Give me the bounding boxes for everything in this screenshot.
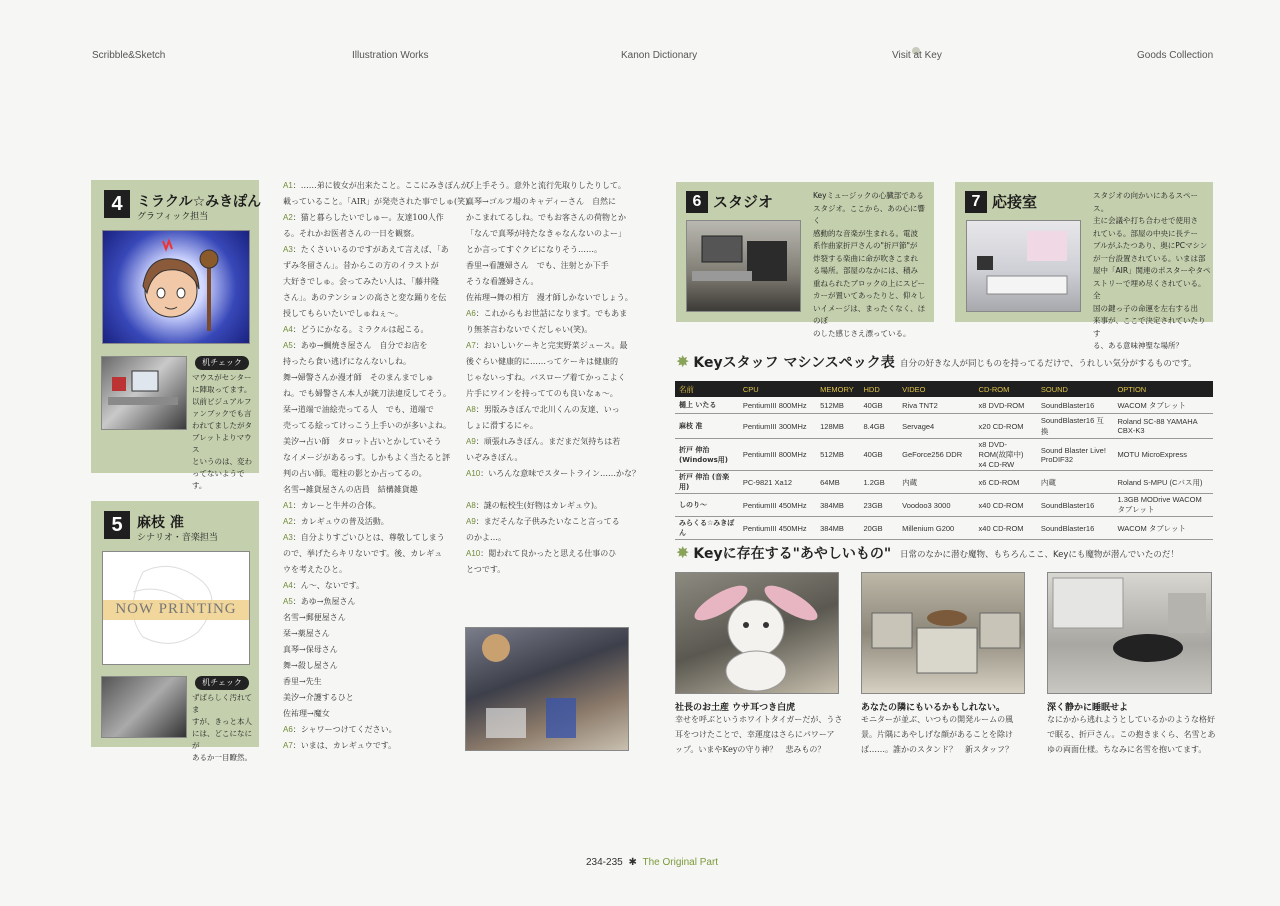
qa-line [466, 242, 640, 258]
qa-answer-text: ：カレーと牛丼の合体。 [292, 501, 381, 510]
qa-line [283, 514, 445, 530]
qa-answer-text: 佐祐理→舞の相方 漫才師しかないでしょう。 [466, 293, 633, 302]
spec-cell: 1.3GB MODrive WACOM タブレット [1113, 494, 1213, 517]
qa-line [466, 434, 640, 450]
qa-answer-text: り無茶言わないでくだしゃい(笑)。 [466, 325, 593, 334]
spec-staff-name: 麻枝 准 [675, 414, 739, 439]
member5-placeholder-image [102, 551, 250, 665]
qa-line [283, 738, 445, 754]
qa-line [466, 354, 640, 370]
qa-line [466, 530, 620, 546]
qa-line [466, 370, 640, 386]
spec-table-row [675, 414, 1213, 439]
qa-answer-text: しょに滑するにゃ。 [466, 421, 538, 430]
qa-answer-text: ：シャワーつけてください。 [292, 725, 397, 734]
spec-cell: Roland S-MPU (Cバス用) [1113, 471, 1213, 494]
spec-cell: x40 CD-ROM [975, 517, 1037, 540]
spec-table-row [675, 439, 1213, 471]
qa-answer-text: ：まだそんな子供みたいなこと言ってる [475, 517, 620, 526]
member4-number: 4 [104, 190, 130, 218]
qa-answer-number: A8 [466, 501, 476, 510]
mystery-section-subtitle: 日常のなかに潜む魔物、もちろんここ、Keyにも魔物が潜んでいたのだ！ [900, 550, 1179, 560]
spec-section-title: ✸ Keyスタッフ マシンスペック表 [676, 352, 895, 371]
room6-number: 6 [686, 191, 708, 213]
qa-line [283, 322, 476, 338]
member5-desk-photo [101, 676, 187, 738]
qa-line [283, 258, 476, 274]
qa-line [283, 674, 445, 690]
qa-answer-text: 美汐→占い師 タロット占いとかしていそう [283, 437, 442, 446]
qa-line [466, 258, 640, 274]
qa-answer-text: ：いろんな意味でスタートライン……かな？ [480, 469, 640, 478]
spec-table-row [675, 494, 1213, 517]
nav-item-visit-at-key: Visit at Key [892, 50, 942, 61]
member5-desk-check-badge: 机チェック [195, 676, 249, 690]
qa-answer-text: のかよ…。 [466, 533, 506, 542]
leaf-icon: ✸ [676, 543, 690, 562]
reception-room-photo [966, 220, 1081, 312]
qa-answer-number: A1 [283, 501, 293, 510]
qa-answer-text: ：謎の転校生(好物はカレギュウ)。 [475, 501, 603, 510]
qa-answer-text: ：……弟に彼女が出来たこと。ここにみきぽんが [292, 181, 469, 190]
mystery-section-title: ✸ Keyに存在する"あやしいもの" [676, 543, 892, 562]
spec-cell: x8 DVD-ROM(故障中) x4 CD-RW [975, 439, 1037, 471]
spec-staff-name: みらくる☆みきぽん [675, 517, 739, 540]
qa-answer-text: 授してもらいたいでしゅねぇ～。 [283, 309, 403, 318]
qa-answer-text: ：頑張れみきぽん。まだまだ気持ちは若 [475, 437, 621, 446]
qa-line [283, 626, 445, 642]
page-numbers: 234-235 [586, 857, 623, 868]
qa-line [466, 402, 640, 418]
qa-line [283, 562, 445, 578]
spec-cell: Millenium G200 [898, 517, 974, 540]
spec-cell: PentiumIII 450MHz [739, 517, 816, 540]
qa-answer-text: いぞみきぽん。 [466, 453, 523, 462]
qa-answer-number: A10 [466, 549, 481, 558]
qa-line [283, 386, 476, 402]
qa-answer-text: 真琴→ゴルフ場のキャディーさん 自然に [466, 197, 617, 206]
spec-cell: SoundBlaster16 [1037, 397, 1114, 414]
spec-cell: Riva TNT2 [898, 397, 974, 414]
qa-line [283, 658, 445, 674]
qa-answer-number: A8 [466, 405, 476, 414]
spec-staff-name: 樋上 いたる [675, 397, 739, 414]
member5-answers-continued [466, 498, 620, 578]
spec-cell: 40GB [859, 397, 898, 414]
qa-answer-number: A3 [283, 245, 293, 254]
spec-cell: SoundBlaster16 [1037, 517, 1114, 540]
spec-cell: Roland SC-88 YAMAHA CBX-K3 [1113, 414, 1213, 439]
member5-number: 5 [104, 511, 130, 539]
spec-cell: x40 CD-ROM [975, 494, 1037, 517]
spec-table-row [675, 471, 1213, 494]
qa-answer-text: ずみ冬留さん」。昔からこの方のイラストが [283, 261, 439, 270]
member4-role: グラフィック担当 [137, 212, 209, 222]
qa-line [283, 290, 476, 306]
qa-line [283, 610, 445, 626]
qa-answer-text: び上手そう。意外と流行先取りしたりして。 [466, 181, 626, 190]
qa-answer-text: とつです。 [466, 565, 506, 574]
qa-line [283, 178, 476, 194]
qa-line [466, 178, 640, 194]
qa-answer-number: A5 [283, 597, 293, 606]
mystery-item-1-title: 社長のお土産 ウサ耳つき白虎 [675, 703, 796, 713]
qa-answer-text: 舞→婦警さんか漫才師 そのまんまでしゅ [283, 373, 434, 382]
spec-staff-name: しのり～ [675, 494, 739, 517]
qa-line [283, 706, 445, 722]
nav-item-scribble-sketch: Scribble&Sketch [92, 50, 166, 61]
mystery-item-2-title: あなたの隣にもいるかもしれない。 [861, 703, 1006, 713]
qa-line [283, 690, 445, 706]
qa-line [283, 594, 445, 610]
spec-cell: 8.4GB [859, 414, 898, 439]
qa-answer-text: 「なんで真琴が持たなきゃなんないのよー」 [466, 229, 626, 238]
now-printing-label: NOW PRINTING [115, 601, 237, 617]
spec-cell: SoundBlaster16 [1037, 494, 1114, 517]
spec-cell: PentiumIII 800MHz [739, 439, 816, 471]
spec-cell: 128MB [816, 414, 859, 439]
qa-answer-text: 大好きでしゅ。会ってみたい人は、「藤井隆 [283, 277, 439, 286]
qa-answer-number: A5 [283, 341, 293, 350]
spec-cell: 内蔵 [1037, 471, 1114, 494]
qa-answer-text: ：閲われて良かったと思える仕事のひ [480, 549, 617, 558]
qa-line [283, 434, 476, 450]
qa-line [283, 226, 476, 242]
member4-illustration [102, 230, 250, 344]
spec-column-header: VIDEO [898, 381, 974, 397]
room7-title: 応接室 [992, 193, 1038, 211]
qa-answer-text: ので、挙げたらキリないです。後、カレギュ [283, 549, 443, 558]
qa-answer-text: ：いまは、カレギュウです。 [292, 741, 397, 750]
spec-cell: GeForce256 DDR [898, 439, 974, 471]
machine-spec-table [675, 381, 1213, 540]
nav-item-kanon-dictionary: Kanon Dictionary [621, 50, 698, 61]
qa-answer-text: ：自分よりすごいひとは、尊敬してしまう [292, 533, 445, 542]
qa-line [283, 482, 476, 498]
page-footer [586, 857, 718, 868]
qa-line [283, 370, 476, 386]
spec-cell: x6 CD-ROM [975, 471, 1037, 494]
qa-line [466, 418, 640, 434]
qa-line [283, 210, 476, 226]
spec-cell: PentiumIII 800MHz [739, 397, 816, 414]
qa-line [466, 210, 640, 226]
qa-line [466, 546, 620, 562]
spec-cell: 64MB [816, 471, 859, 494]
qa-answer-text: ：男版みきぽんで北川くんの友達、いっ [475, 405, 620, 414]
qa-answer-number: A9 [466, 517, 476, 526]
qa-answer-text: 舞→殺し屋さん [283, 661, 338, 670]
mystery-item-2-text: モニターが並ぶ、いつもの開発ルームの風 景。片隅にあやしげな顔があることを除け ば……。誰かのスタンド？ 新スタッフ？ [861, 715, 1014, 754]
qa-line [283, 578, 445, 594]
spec-table-header [675, 381, 1213, 397]
spec-cell: 512MB [816, 439, 859, 471]
member4-answers-continued [466, 178, 640, 482]
qa-answer-text: る。それかお医者さんの一日を観察。 [283, 229, 419, 238]
qa-answer-number: A3 [283, 533, 293, 542]
qa-answer-text: 売ってる絵ってけっこう上手いのが多いよね。 [283, 421, 451, 430]
qa-line [283, 466, 476, 482]
spec-cell: 1.2GB [859, 471, 898, 494]
spec-section-subtitle: 自分の好きな人が同じものを持ってるだけで、うれしい気分がするものです。 [900, 359, 1197, 369]
spec-cell: WACOM タブレット [1113, 517, 1213, 540]
qa-answer-text: ：おいしいケーキと完実野菜ジュース。最 [475, 341, 628, 350]
qa-answer-number: A6 [466, 309, 476, 318]
member4-answers [283, 178, 476, 498]
white-tiger-photo [675, 572, 839, 694]
member4-desk-check-badge: 机チェック [195, 356, 249, 370]
qa-answer-text: 片手にワインを持っててのも良いなぁ～。 [466, 389, 618, 398]
mystery-item-3-text: なにかから逃れようとしているかのような格好 で眠る、折戸さん。この抱きまくら、名雪とあ ゆの両面仕様。ちなみに名雪を抱いてます。 [1047, 715, 1216, 754]
footer-label: The Original Part [642, 857, 719, 868]
footer-separator-icon: ✱ [628, 857, 637, 868]
qa-answer-text: 後ぐらい健康的に……ってケーキは健康的 [466, 357, 618, 366]
room7-description: スタジオの向かいにあるスペース。 主に会議や打ち合わせで使用さ れている。部屋の中央に長テー ブルがふたつあり、奥にPCマシン が一台設置されている。いまは部 屋中「AIR」関連のポスターやタペ ストリーで埋め尽くされている。全 国の鍵っ子の命運を左右する出 来事が、ここで決定されていたりす る、ある意味神聖な場所？ [1093, 191, 1211, 350]
qa-line [283, 722, 445, 738]
qa-line [466, 562, 620, 578]
sleeping-person-photo [1047, 572, 1212, 694]
spec-column-header: HDD [859, 381, 898, 397]
room6-description: Keyミュージックの心臓部である スタジオ。ここから、あの心に響く 感動的な音楽が生まれる。電波 系作曲家折戸さんの"折戸節"が 炸裂する楽曲に命が吹きこまれ る場所。部屋のなかには、積み 重ねられたブロックの上にスピー カーが置いてあったりと、仰々し いイメージは、まったくなく、ほのぼ のした感じさえ漂っている。 [813, 191, 926, 338]
qa-answer-text: ：これからもお世話になります。でもあま [475, 309, 628, 318]
qa-answer-number: A4 [283, 325, 293, 334]
qa-line [283, 306, 476, 322]
qa-line [283, 354, 476, 370]
qa-line [466, 466, 640, 482]
qa-line [466, 514, 620, 530]
spec-column-header: MEMORY [816, 381, 859, 397]
qa-answer-number: A1 [283, 181, 293, 190]
spec-cell: PC-9821 Xa12 [739, 471, 816, 494]
qa-line [466, 290, 640, 306]
qa-line [283, 242, 476, 258]
qa-answer-text: ：猫と暮らしたいでしゅー。友達100人作 [292, 213, 444, 222]
qa-line [283, 194, 476, 210]
qa-answer-text: ：カレギュウの普及活動。 [292, 517, 389, 526]
spec-cell: Servage4 [898, 414, 974, 439]
messy-desk-photo [465, 627, 629, 751]
spec-cell: Voodoo3 3000 [898, 494, 974, 517]
member5-answers [283, 498, 445, 754]
qa-answer-text: ：どうにかなる。ミラクルは起こる。 [292, 325, 429, 334]
qa-line [283, 338, 476, 354]
spec-table-row [675, 517, 1213, 540]
spec-cell: 384MB [816, 494, 859, 517]
nav-item-illustration-works: Illustration Works [352, 50, 429, 61]
qa-answer-text: 判の占い師。電柱の影とか占ってるの。 [283, 469, 427, 478]
member5-name: 麻枝 准 [137, 515, 184, 531]
qa-line [283, 418, 476, 434]
qa-line [466, 322, 640, 338]
qa-line [466, 226, 640, 242]
qa-line [283, 642, 445, 658]
qa-line [466, 306, 640, 322]
qa-answer-number: A2 [283, 213, 293, 222]
spec-cell: x8 DVD-ROM [975, 397, 1037, 414]
qa-answer-text: とか言ってすぐクビになりそう……。 [466, 245, 602, 254]
member4-desk-photo [101, 356, 187, 430]
qa-answer-number: A10 [466, 469, 481, 478]
dev-room-photo [861, 572, 1025, 694]
spec-cell: PentiumIII 300MHz [739, 414, 816, 439]
qa-answer-text: ：ん～、ないです。 [292, 581, 365, 590]
qa-line [283, 498, 445, 514]
spec-table-row [675, 397, 1213, 414]
spec-cell: SoundBlaster16 互換 [1037, 414, 1114, 439]
spec-cell: Sound Blaster Live! ProDIF32 [1037, 439, 1114, 471]
qa-answer-text: 美汐→介護するひと [283, 693, 354, 702]
qa-answer-text: ：たくさいいるのですがあえて言えば、「あ [292, 245, 449, 254]
spec-cell: MOTU MicroExpress [1113, 439, 1213, 471]
qa-answer-text: 持ったら食い逃げになんないしね。 [283, 357, 411, 366]
qa-line [466, 194, 640, 210]
qa-answer-text: ：あゆ→魚屋さん [292, 597, 356, 606]
qa-answer-text: 栞→薬屋さん [283, 629, 330, 638]
spec-cell: 40GB [859, 439, 898, 471]
qa-line [466, 274, 640, 290]
qa-answer-number: A2 [283, 517, 293, 526]
spec-column-header: 名前 [675, 381, 739, 397]
qa-answer-text: 佐祐理→魔女 [283, 709, 330, 718]
member5-desk-note: ずばらしく汚れてま すが、きっと本人 には、どこになにが あるか一目瞭然。 [192, 693, 252, 762]
spec-cell: 20GB [859, 517, 898, 540]
qa-answer-text: かこまれてるしね。でもお客さんの荷物とか [466, 213, 626, 222]
qa-answer-text: ウを考えたひと。 [283, 565, 347, 574]
spec-cell: PentiumIII 450MHz [739, 494, 816, 517]
qa-answer-text: 載っていること。「AIR」が発売された事でしゅ(笑)。 [283, 197, 477, 206]
spec-cell: WACOM タブレット [1113, 397, 1213, 414]
qa-answer-text: 真琴→保母さん [283, 645, 338, 654]
member4-name: ミラクル☆みきぽん [137, 194, 262, 210]
qa-line [283, 450, 476, 466]
qa-answer-text: 名雪→雑貨屋さんの店員 結構雑貨趣 [283, 485, 418, 494]
qa-answer-text: なイメージがあるっす。しかもよく当たると評 [283, 453, 451, 462]
room7-number: 7 [965, 191, 987, 213]
qa-answer-text: 栞→道端で油絵売ってる人 でも、道端で [283, 405, 434, 414]
qa-line [283, 402, 476, 418]
qa-answer-text: さん」。あのテンションの高さと変な踊りを伝 [283, 293, 447, 302]
qa-answer-text: 名雪→郵便屋さん [283, 613, 346, 622]
qa-line [466, 338, 640, 354]
spec-column-header: CD-ROM [975, 381, 1037, 397]
spec-staff-name: 折戸 伸治 (Windows用) [675, 439, 739, 471]
spec-column-header: OPTION [1113, 381, 1213, 397]
qa-line [466, 450, 640, 466]
qa-answer-text: ：あゆ→鯛焼き屋さん 自分でお店を [292, 341, 428, 350]
qa-answer-number: A6 [283, 725, 293, 734]
spec-cell: 23GB [859, 494, 898, 517]
spec-column-header: CPU [739, 381, 816, 397]
qa-line [466, 498, 620, 514]
member4-desk-note: マウスがセンター に陣取ってます。 以前ビジュアルフ ァンブックでも言 われてましたがタ ブレットよりマウス というのは、変わ ってないようです。 [192, 373, 252, 490]
qa-answer-text: そうな看護婦さん。 [466, 277, 539, 286]
qa-line [283, 546, 445, 562]
qa-line [466, 386, 640, 402]
spec-cell: 512MB [816, 397, 859, 414]
qa-answer-number: A7 [466, 341, 476, 350]
spec-cell: 384MB [816, 517, 859, 540]
qa-answer-number: A4 [283, 581, 293, 590]
qa-answer-text: 香里→先生 [283, 677, 322, 686]
qa-line [283, 274, 476, 290]
spec-staff-name: 折戸 伸治 (音楽用) [675, 471, 739, 494]
mystery-item-3-title: 深く静かに睡眠せよ [1047, 703, 1129, 713]
member5-role: シナリオ・音楽担当 [137, 533, 218, 543]
room6-title: スタジオ [713, 193, 774, 211]
qa-answer-text: 香里→看護婦さん でも、注射とか下手 [466, 261, 609, 270]
qa-answer-text: ね。でも婦警さん本人が銃刀法違反してそう。 [283, 389, 451, 398]
studio-photo [686, 220, 801, 312]
spec-column-header: SOUND [1037, 381, 1114, 397]
nav-item-goods-collection: Goods Collection [1137, 50, 1214, 61]
qa-answer-number: A9 [466, 437, 476, 446]
qa-line [283, 530, 445, 546]
spec-cell: x20 CD-ROM [975, 414, 1037, 439]
qa-answer-number: A7 [283, 741, 293, 750]
spec-cell: 内蔵 [898, 471, 974, 494]
leaf-icon: ✸ [676, 352, 690, 371]
mystery-item-1-text: 幸せを呼ぶというホワイトタイガーだが、うさ 耳をつけたことで、幸運度はさらにパワーア ップ。いまやKeyの守り神？ 悲みもの？ [675, 715, 843, 754]
qa-answer-text: じゃないっすね。バスローブ着てかっこよく [466, 373, 626, 382]
